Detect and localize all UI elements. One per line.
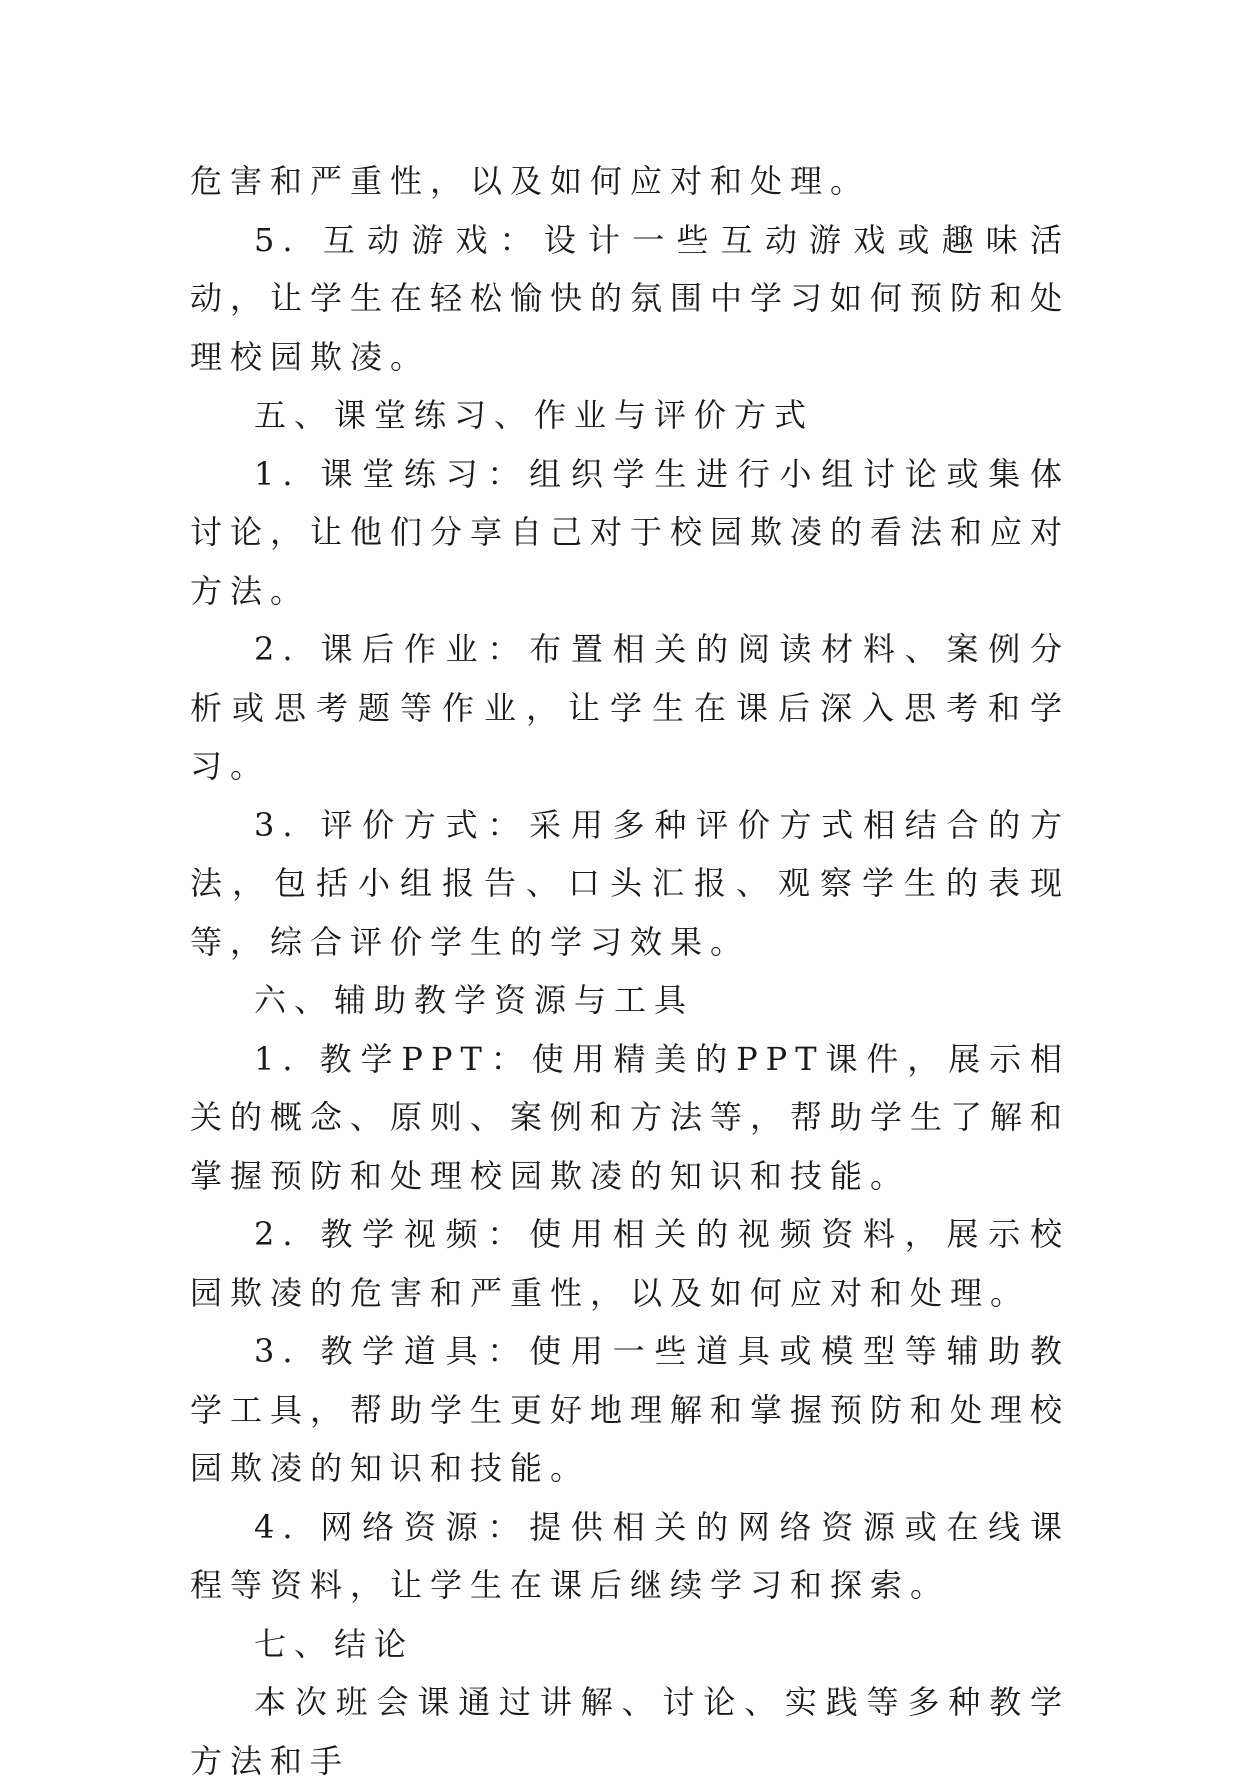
section-heading-resources: 六、辅助教学资源与工具	[254, 981, 695, 1019]
document-body	[190, 152, 1070, 1790]
paragraph-props: 3. 教学道具：使用一些道具或模型等辅助教学工具，帮助学生更好地理解和掌握预防和处理校园欺凌的知识和技能。	[190, 1332, 1071, 1487]
paragraph-video: 2. 教学视频：使用相关的视频资料，展示校园欺凌的危害和严重性，以及如何应对和处理。	[190, 1215, 1070, 1312]
section-heading-exercises: 五、课堂练习、作业与评价方式	[254, 396, 815, 434]
paragraph-evaluation: 3. 评价方式：采用多种评价方式相结合的方法，包括小组报告、口头汇报、观察学生的表现等，综合评价学生的学习效果。	[190, 805, 1070, 961]
paragraph-ppt: 1. 教学PPT：使用精美的PPT课件，展示相关的概念、原则、案例和方法等，帮助学生了解和掌握预防和处理校园欺凌的知识和技能。	[190, 1039, 1071, 1195]
paragraph-online-resources: 4. 网络资源：提供相关的网络资源或在线课程等资料，让学生在课后继续学习和探索。	[190, 1507, 1070, 1604]
paragraph-interactive-games: 5. 互动游戏：设计一些互动游戏或趣味活动，让学生在轻松愉快的氛围中学习如何预防和处理校园欺凌。	[190, 220, 1071, 376]
paragraph-conclusion: 本次班会课通过讲解、讨论、实践等多种教学方法和手	[190, 1683, 1070, 1780]
paragraph-continuation: 危害和严重性，以及如何应对和处理。	[190, 162, 871, 200]
section-heading-conclusion: 七、结论	[254, 1624, 415, 1663]
paragraph-class-exercise: 1. 课堂练习：组织学生进行小组讨论或集体讨论，让他们分享自己对于校园欺凌的看法和应对方法。	[190, 454, 1071, 610]
paragraph-homework: 2. 课后作业：布置相关的阅读材料、案例分析或思考题等作业，让学生在课后深入思考和学习。	[190, 630, 1070, 785]
